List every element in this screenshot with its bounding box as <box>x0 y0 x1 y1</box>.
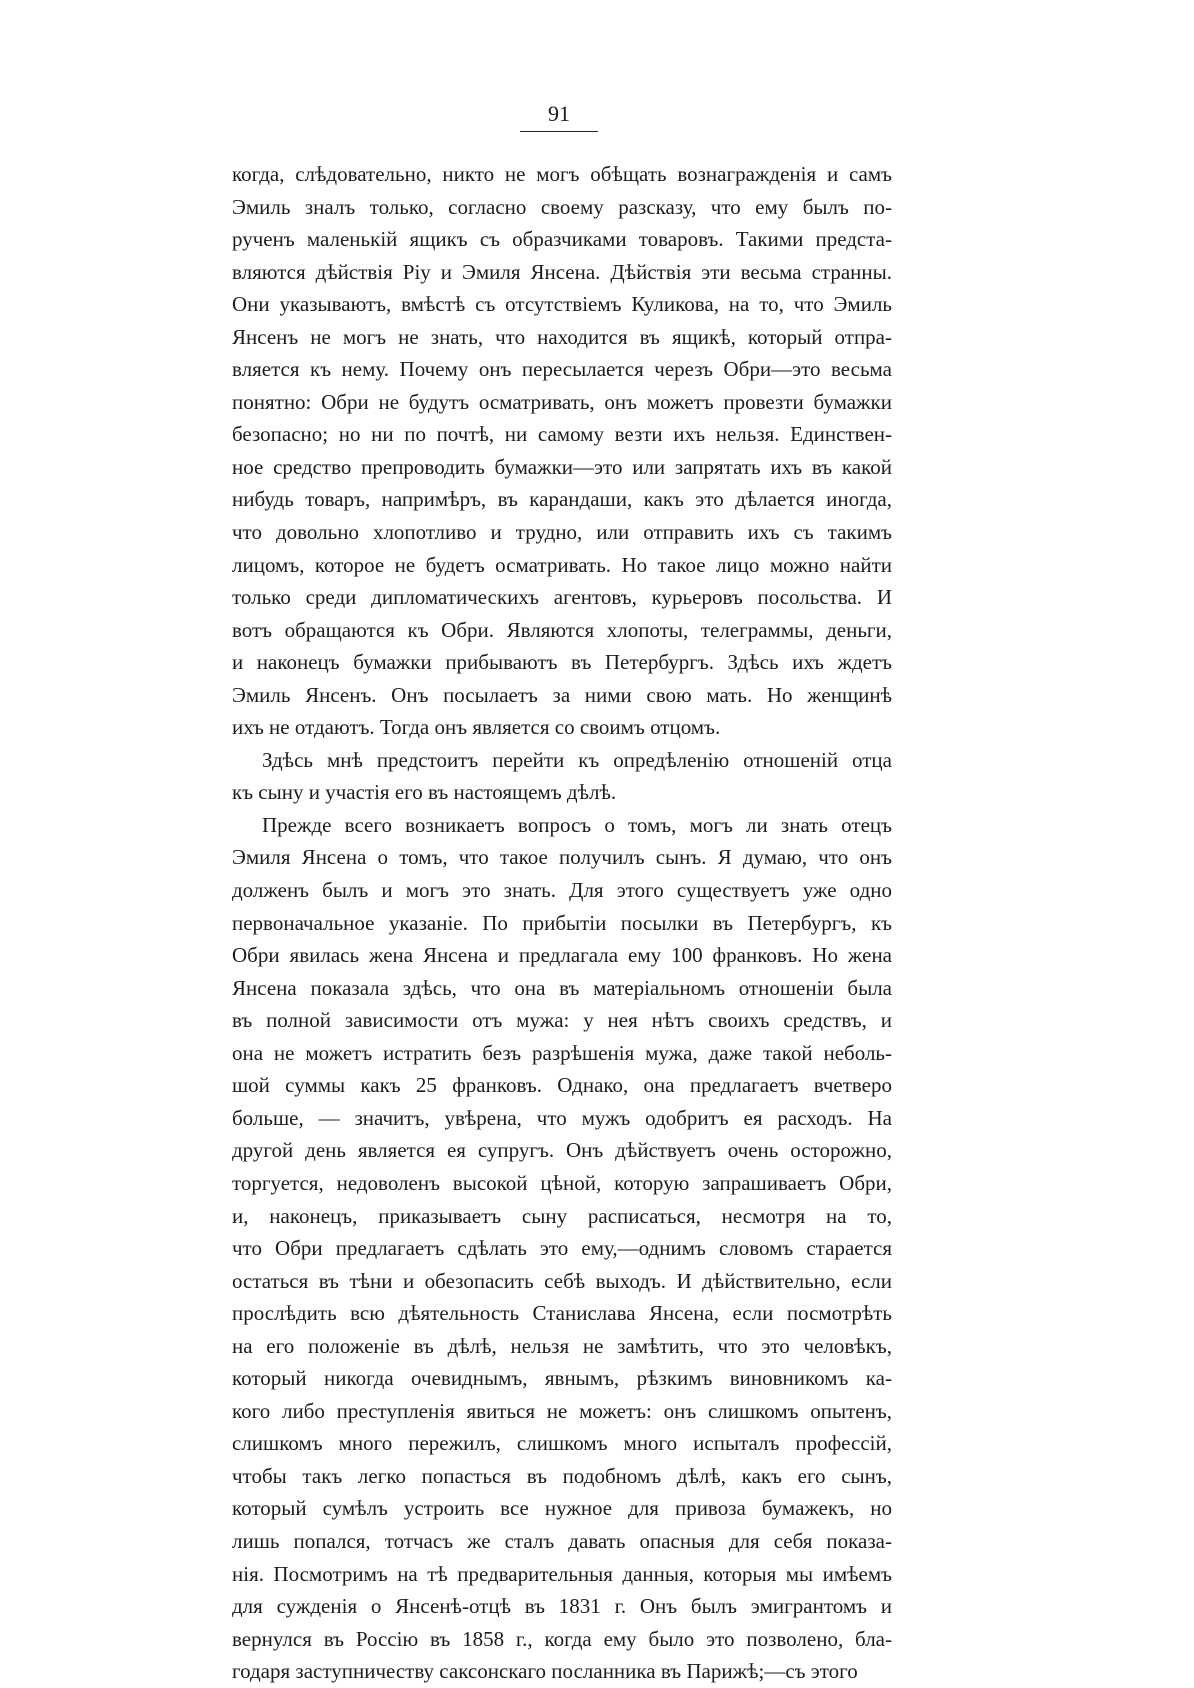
text-line: первоначальное указаніе. По прибытіи посылки въ Петербургъ, къ <box>232 910 892 935</box>
text-line: Прежде всего возникаетъ вопросъ о томъ, могъ ли знать отецъ <box>262 812 892 837</box>
text-line: долженъ былъ и могъ это знать. Для этого существуетъ уже одно <box>232 878 892 903</box>
text-line: слишкомъ много пережилъ, слишкомъ много испыталъ профессій, <box>232 1431 892 1456</box>
text-line: вотъ обращаются къ Обри. Являются хлопоты, телеграммы, деньги, <box>232 617 892 642</box>
text-line: который никогда очевиднымъ, явнымъ, рѣзкимъ виновникомъ ка- <box>232 1366 892 1391</box>
text-line: лицомъ, которое не будетъ осматривать. Но такое лицо можно найти <box>232 552 892 577</box>
text-line: что довольно хлопотливо и трудно, или отправить ихъ съ такимъ <box>232 520 892 545</box>
text-line: ихъ не отдаютъ. Тогда онъ является со своимъ отцомъ. <box>232 715 721 740</box>
text-line: Здѣсь мнѣ предстоитъ перейти къ опредѣленію отношеній отца <box>262 747 892 772</box>
text-line: вляются дѣйствія Ріу и Эмиля Янсена. Дѣйствія эти весьма странны. <box>232 259 892 284</box>
paragraph <box>232 744 892 809</box>
text-line: что Обри предлагаетъ сдѣлать это ему,—однимъ словомъ старается <box>232 1236 892 1261</box>
paragraph <box>232 158 892 744</box>
text-line: шой суммы какъ 25 франковъ. Однако, она предлагаетъ вчетверо <box>232 1073 892 1098</box>
page-number: 91 <box>548 101 570 126</box>
text-line: къ сыну и участія его въ настоящемъ дѣлѣ. <box>232 780 617 805</box>
text-line: понятно: Обри не будутъ осматривать, онъ можетъ провезти бумажки <box>232 389 892 414</box>
text-line: больше, — значитъ, увѣрена, что мужъ одобритъ ея расходъ. На <box>232 1105 892 1130</box>
text-line: Янсенъ не могъ не знать, что находится въ ящикѣ, который отпра- <box>232 324 892 349</box>
text-line: Эмиль Янсенъ. Онъ посылаетъ за ними свою мать. Но женщинѣ <box>232 682 892 707</box>
text-line: чтобы такъ легко попасться въ подобномъ дѣлѣ, какъ его сынъ, <box>232 1463 892 1488</box>
text-line: кого либо преступленія явиться не можетъ: онъ слишкомъ опытенъ, <box>232 1398 892 1423</box>
text-line: и наконецъ бумажки прибываютъ въ Петербургъ. Здѣсь ихъ ждетъ <box>232 650 892 675</box>
text-line: она не можетъ истратить безъ разрѣшенія мужа, даже такой неболь- <box>232 1040 892 1065</box>
text-line: для сужденія о Янсенѣ-отцѣ въ 1831 г. Онъ былъ эмигрантомъ и <box>232 1594 892 1619</box>
text-line: который сумѣлъ устроить все нужное для привоза бумажекъ, но <box>232 1496 892 1521</box>
text-line: въ полной зависимости отъ мужа: у нея нѣтъ своихъ средствъ, и <box>232 1008 892 1033</box>
text-line: лишь попался, тотчасъ же сталъ давать опасныя для себя показа- <box>232 1528 892 1553</box>
text-line: ное средство препроводить бумажки—это или запрятать ихъ въ какой <box>232 454 892 479</box>
text-line: на его положеніе въ дѣлѣ, нельзя не замѣтить, что это человѣкъ, <box>232 1333 892 1358</box>
text-line: рученъ маленькій ящикъ съ образчиками товаровъ. Такими предста- <box>232 227 892 252</box>
text-line: прослѣдить всю дѣятельность Станислава Янсена, если посмотрѣть <box>232 1301 892 1326</box>
text-line: годаря заступничеству саксонскаго посланника въ Парижѣ;—съ этого <box>232 1659 858 1684</box>
text-line: Эмиля Янсена о томъ, что такое получилъ сынъ. Я думаю, что онъ <box>232 845 892 870</box>
text-line: нія. Посмотримъ на тѣ предварительныя данныя, которыя мы имѣемъ <box>232 1561 892 1586</box>
text-line: Эмиль зналъ только, согласно своему разсказу, что ему былъ по- <box>232 194 892 219</box>
text-line: безопасно; но ни по почтѣ, ни самому везти ихъ нельзя. Единствен- <box>232 422 892 447</box>
body-text <box>232 158 892 1688</box>
text-line: торгуется, недоволенъ высокой цѣной, которую запрашиваетъ Обри, <box>232 1170 892 1195</box>
text-line: другой день является ея супругъ. Онъ дѣйствуетъ очень осторожно, <box>232 1138 892 1163</box>
text-line: нибудь товаръ, напримѣръ, въ карандаши, какъ это дѣлается иногда, <box>232 487 892 512</box>
text-line: Они указываютъ, вмѣстѣ съ отсутствіемъ Куликова, на то, что Эмиль <box>232 292 892 317</box>
text-line: и, наконецъ, приказываетъ сыну расписаться, несмотря на то, <box>232 1203 892 1228</box>
paragraph <box>232 809 892 1688</box>
text-line: когда, слѣдовательно, никто не могъ обѣщать вознагражденія и самъ <box>232 162 892 186</box>
text-line: Янсена показала здѣсь, что она въ матеріальномъ отношеніи была <box>232 975 892 1000</box>
text-line: вернулся въ Россію въ 1858 г., когда ему было это позволено, бла- <box>232 1626 892 1651</box>
page-number-rule <box>520 131 598 132</box>
text-line: только среди дипломатическихъ агентовъ, курьеровъ посольства. И <box>232 585 892 610</box>
text-line: остаться въ тѣни и обезопасить себѣ выходъ. И дѣйствительно, если <box>232 1268 892 1293</box>
text-line: Обри явилась жена Янсена и предлагала ему 100 франковъ. Но жена <box>232 943 892 968</box>
text-line: вляется къ нему. Почему онъ пересылается черезъ Обри—это весьма <box>232 357 892 382</box>
